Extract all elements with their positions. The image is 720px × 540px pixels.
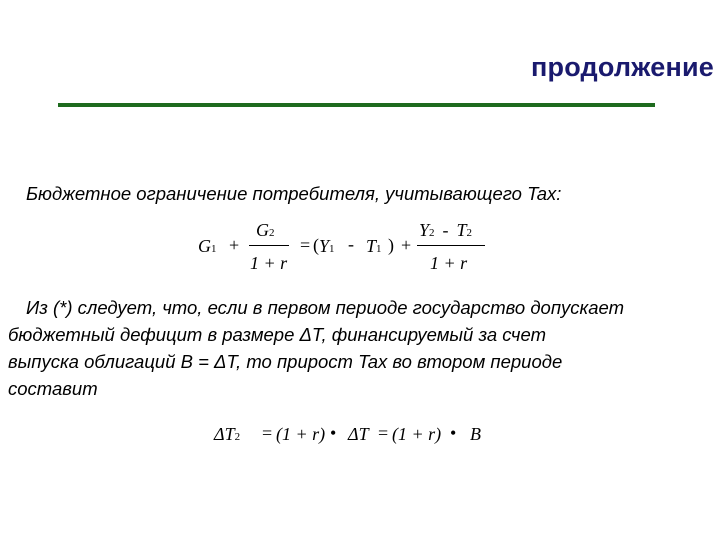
formula1-frac1-numerator: G2 — [256, 220, 275, 240]
slide-title: продолжение — [531, 52, 714, 82]
intro-text: Бюджетное ограничение потребителя, учитывающего Tax: — [26, 183, 562, 204]
formula2-equals-2: = — [378, 423, 389, 443]
formula2-delta-t2: ΔT2 — [214, 424, 241, 444]
budget-constraint-formula — [198, 220, 498, 280]
formula1-equals: = — [300, 235, 311, 255]
formula1-plus: + — [229, 235, 240, 255]
formula2-dot-2: • — [450, 423, 457, 443]
formula1-g1: G1 — [198, 236, 217, 256]
formula2-group-1: (1 + r) — [276, 424, 326, 444]
formula2-delta-t: ΔT — [348, 424, 369, 444]
formula1-y1: Y1 — [319, 236, 335, 256]
formula2-dot-1: • — [330, 423, 337, 443]
formula1-frac2-bar — [417, 245, 485, 246]
formula1-frac1-bar — [249, 245, 289, 246]
formula1-t1: T1 — [366, 236, 382, 256]
formula2-group-2: (1 + r) — [392, 424, 442, 444]
body-paragraph — [8, 294, 714, 402]
formula1-frac2-denominator: 1 + r — [430, 253, 468, 273]
paragraph-line-1: Из (*) следует, что, если в первом периоде государство допускает — [26, 297, 625, 318]
formula1-frac1-denominator: 1 + r — [250, 253, 288, 273]
paragraph-line-3: выпуска облигаций B = ΔT, то прирост Tax во втором периоде — [8, 351, 563, 372]
formula2-b: B — [470, 424, 481, 444]
formula1-paren-open: ( — [313, 235, 319, 255]
formula1-plus2: + — [401, 235, 412, 255]
paragraph-line-2: бюджетный дефицит в размере ΔT, финансируемый за счет — [8, 324, 546, 345]
formula1-minus: - — [348, 234, 354, 254]
formula2-equals-1: = — [262, 423, 273, 443]
title-divider — [58, 103, 655, 107]
formula1-paren-close: ) — [388, 235, 394, 255]
tax-increment-formula — [214, 420, 514, 450]
paragraph-line-4: составит — [8, 378, 98, 399]
formula1-frac2-numerator: Y2 - T2 — [419, 220, 473, 240]
